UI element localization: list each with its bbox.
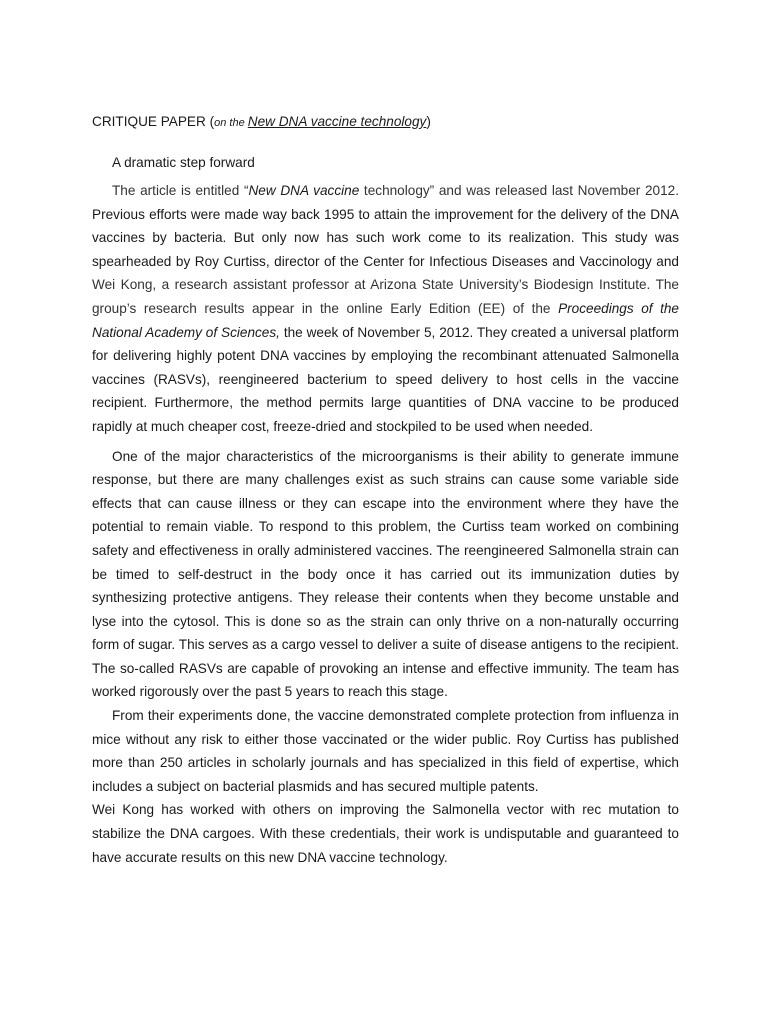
title-main: CRITIQUE PAPER ( [92,114,215,129]
p1-journal-name: Proceedings of the National Academy of Sciences, [92,300,679,340]
paragraph-4: Wei Kong has worked with others on improving the Salmonella vector with rec mutation to stabilize the DNA cargoes. With these credentials, their work is undisputable and guaranteed to have accurate results on this new DNA vaccine technology. [92,802,679,865]
p1-sentence-4: The group’s research results appear in the online Early Edition (EE) of the [92,277,679,316]
paragraph-3: From their experiments done, the vaccine demonstrated complete protection from influenza in mice without any risk to either those vaccinated or the wider public. Roy Curtiss has published more than 250 articles in scholarly journals and has specialized in this field of expertise, which includes a subject on bacterial plasmids and has secured multiple patents. [92,708,679,794]
p1-sentence-6: the week of November 5, 2012. They created a universal platform for delivering highly potent DNA vaccines by employing the recombinant attenuated Salmonella vaccines (RASVs), reengineered bacterium to speed delivery to host cells in the vaccine recipient. Furthermore, the method permits large quantities of DNA vaccine to be produced rapidly at much cheaper cost, freeze-dried and stockpiled to be used when needed. [92,324,679,434]
p1-sentence-1a: The article is entitled “ [112,183,249,198]
p1-sentence-3: Wei Kong, a research assistant professor at Arizona State University’s Biodesign Institute. [92,277,651,293]
title-close: ) [426,114,431,129]
p1-sentence-1c: technology” and was released last November 2012. [359,183,679,198]
document-subtitle: A dramatic step forward [112,155,255,170]
document-title [92,112,679,133]
paragraph-1 [92,179,679,439]
document-page [92,112,679,869]
p1-sentence-1b: New DNA vaccine [248,183,360,198]
p1-sentence-2: Previous efforts were made way back 1995 to attain the improvement for the delivery of the DNA vaccines by bacteria. But only now has such work come to its realization. This study was spearheaded by Roy Curtiss, director of the Center for Infectious Diseases and Vaccinology and [92,206,679,269]
title-on-the: on the [214,117,248,129]
paragraph-2: One of the major characteristics of the microorganisms is their ability to generate immune response, but there are many challenges exist as such strains can cause some variable side effects that can cause illness or they can escape into the environment where they have the potential to remain viable. To respond to this problem, the Curtiss team worked on combining safety and effectiveness in orally administered vaccines. The reengineered Salmonella strain can be timed to self-destruct in the body once it has carried out its immunization duties by synthesizing protective antigens. They release their contents when they become unstable and lyse into the cytosol. This is done so as the strain can only thrive on a non-naturally occurring form of sugar. This serves as a cargo vessel to deliver a suite of disease antigens to the recipient. The so-called RASVs are capable of provoking an intense and effective immunity. The team has worked rigorously over the past 5 years to reach this stage. [92,448,679,700]
title-topic: New DNA vaccine technology [247,114,427,129]
